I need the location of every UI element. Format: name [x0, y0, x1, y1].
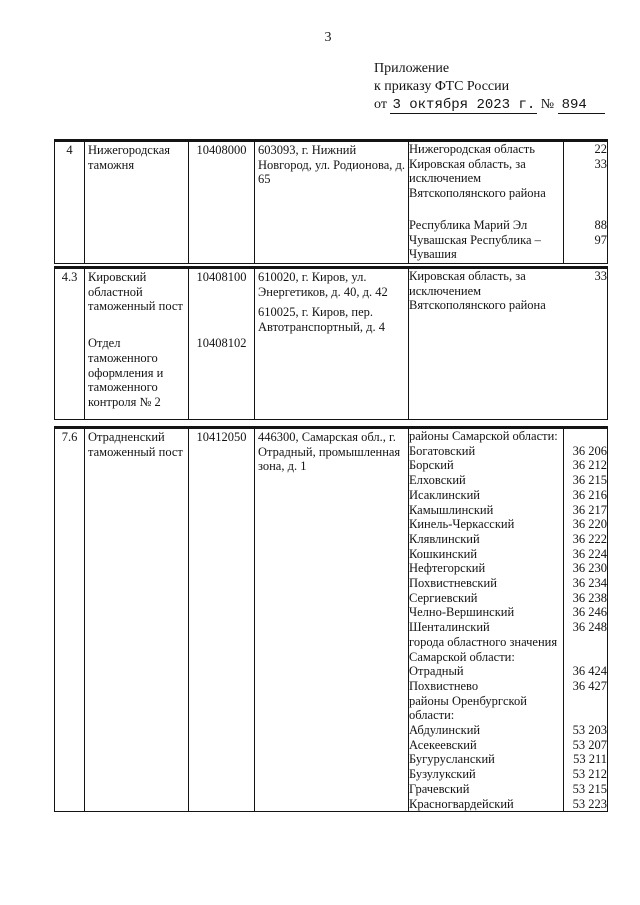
region-row	[409, 532, 607, 547]
region-row	[409, 561, 607, 576]
region-row	[409, 605, 607, 620]
region-code: 97	[594, 232, 607, 247]
customs-table-block-2	[54, 266, 608, 420]
region-code: 36 224	[563, 547, 607, 562]
region-code: 53 223	[563, 797, 607, 812]
customs-post-code: 10412050	[189, 428, 255, 812]
region-name: Нижегородская область	[409, 142, 535, 156]
region-code	[563, 429, 607, 444]
region-name: Абдулинский	[409, 723, 481, 738]
region-cell	[409, 428, 608, 812]
region-code: 53 215	[563, 782, 607, 797]
region-name: Асекеевский	[409, 737, 477, 752]
region-name: районы Оренбургской области:	[409, 693, 527, 723]
customs-office-address: 603093, г. Нижний Новгород, ул. Родионова, д. 65	[255, 141, 409, 264]
region-cell	[409, 141, 608, 264]
region-code: 36 246	[563, 605, 607, 620]
region-code: 36 234	[563, 576, 607, 591]
region-code: 36 220	[563, 517, 607, 532]
region-code: 36 222	[563, 532, 607, 547]
region-name: Похвистнево	[409, 678, 479, 693]
region-row	[409, 752, 607, 767]
region-code: 36 427	[563, 679, 607, 694]
region-name: Клявлинский	[409, 531, 480, 546]
region-code: 36 206	[563, 444, 607, 459]
entry-number: 4	[55, 141, 85, 264]
region-row	[409, 767, 607, 782]
region-code	[563, 635, 607, 664]
order-date: 3 октября 2023 г.	[392, 97, 536, 113]
region-row	[409, 635, 607, 664]
region-row	[409, 694, 607, 723]
appendix-title: Приложение	[374, 61, 450, 76]
region-list	[409, 429, 607, 811]
appendix-header	[374, 60, 605, 114]
region-row	[409, 458, 607, 473]
region-code: 36 248	[563, 620, 607, 635]
region-row	[409, 488, 607, 503]
customs-post-code: 10408100	[196, 270, 247, 284]
region-row	[409, 473, 607, 488]
region-code: 33	[594, 156, 607, 171]
region-name: Республика Марий Эл	[409, 218, 528, 232]
region-row	[409, 576, 607, 591]
region-name: Камышлинский	[409, 502, 494, 517]
region-name: Исаклинский	[409, 487, 480, 502]
region-code: 53 203	[563, 723, 607, 738]
region-row	[409, 503, 607, 518]
region-code: 53 212	[563, 767, 607, 782]
region-name: Чувашская Республика – Чувашия	[409, 232, 541, 262]
region-name: Шенталинский	[409, 620, 490, 635]
region-code	[563, 694, 607, 723]
region-name: Кинель-Черкасский	[409, 517, 515, 532]
customs-post-address: 610020, г. Киров, ул. Энергетиков, д. 40, д. 42	[258, 270, 388, 299]
region-name: Кошкинский	[409, 546, 478, 561]
region-row	[409, 738, 607, 753]
region-cell	[409, 268, 608, 420]
region-row	[409, 517, 607, 532]
order-date-prefix: от	[374, 97, 387, 112]
region-row	[409, 429, 607, 444]
customs-office-name: Нижегородская таможня	[85, 141, 189, 264]
address-cell	[255, 268, 409, 420]
customs-post-name: Кировский областной таможенный пост	[88, 270, 183, 314]
region-code: 53 211	[563, 752, 607, 767]
customs-table-block-1	[54, 139, 608, 264]
region-code: 33	[594, 269, 607, 283]
entry-number: 7.6	[55, 428, 85, 812]
customs-code-cell	[189, 268, 255, 420]
entry-number: 4.3	[55, 268, 85, 420]
appendix-order-ref: к приказу ФТС России	[374, 79, 510, 94]
region-code: 53 207	[563, 738, 607, 753]
customs-office-code: 10408000	[189, 141, 255, 264]
region-row	[409, 444, 607, 459]
region-code: 36 230	[563, 561, 607, 576]
region-row	[409, 782, 607, 797]
region-name: Богатовский	[409, 443, 476, 458]
customs-table-block-3	[54, 426, 608, 812]
region-row	[409, 547, 607, 562]
order-number: 894	[558, 97, 605, 114]
region-list	[409, 142, 607, 263]
page-number: 3	[324, 30, 332, 45]
region-row	[409, 679, 607, 694]
region-name: Челно-Вершинский	[409, 605, 515, 620]
region-list	[409, 269, 607, 419]
region-code: 88	[594, 218, 607, 232]
region-code: 36 424	[563, 664, 607, 679]
subdivision-name: Отдел таможенного оформления и таможенного контроля № 2	[88, 336, 164, 409]
region-name: Борский	[409, 458, 454, 473]
region-row	[409, 723, 607, 738]
region-code: 36 212	[563, 458, 607, 473]
region-name: Бугурусланский	[409, 752, 495, 767]
order-number-sign: №	[540, 97, 555, 112]
subdivision-address: 610025, г. Киров, пер. Автотранспортный, д. 4	[258, 305, 386, 335]
customs-post-address: 446300, Самарская обл., г. Отрадный, промышленная зона, д. 1	[255, 428, 409, 812]
region-code: 36 215	[563, 473, 607, 488]
region-name: Грачевский	[409, 781, 470, 796]
region-row	[409, 620, 607, 635]
region-name: Елховский	[409, 473, 466, 488]
region-code: 36 238	[563, 591, 607, 606]
region-row	[409, 797, 607, 812]
region-name: Бузулукский	[409, 767, 476, 782]
subdivision-code: 10408102	[196, 335, 247, 350]
region-name: Нефтегорский	[409, 561, 486, 576]
region-code: 36 216	[563, 488, 607, 503]
region-name: Красногвардейский	[409, 796, 514, 811]
customs-post-cell	[85, 268, 189, 420]
region-name: Сергиевский	[409, 590, 478, 605]
region-name: районы Самарской области:	[409, 429, 558, 443]
region-code: 22	[594, 142, 607, 156]
region-name: города областного значения Самарской области:	[409, 634, 558, 664]
region-name: Кировская область, за исключением Вятскополянского района	[409, 156, 546, 201]
region-code: 36 217	[563, 503, 607, 518]
region-name: Отрадный	[409, 664, 464, 679]
region-name: Кировская область, за исключением Вятскополянского района	[409, 269, 546, 313]
region-name: Похвистневский	[409, 576, 497, 591]
region-row	[409, 591, 607, 606]
region-row	[409, 664, 607, 679]
appendix-order-date-line	[374, 96, 605, 114]
customs-post-name: Отрадненский таможенный пост	[85, 428, 189, 812]
